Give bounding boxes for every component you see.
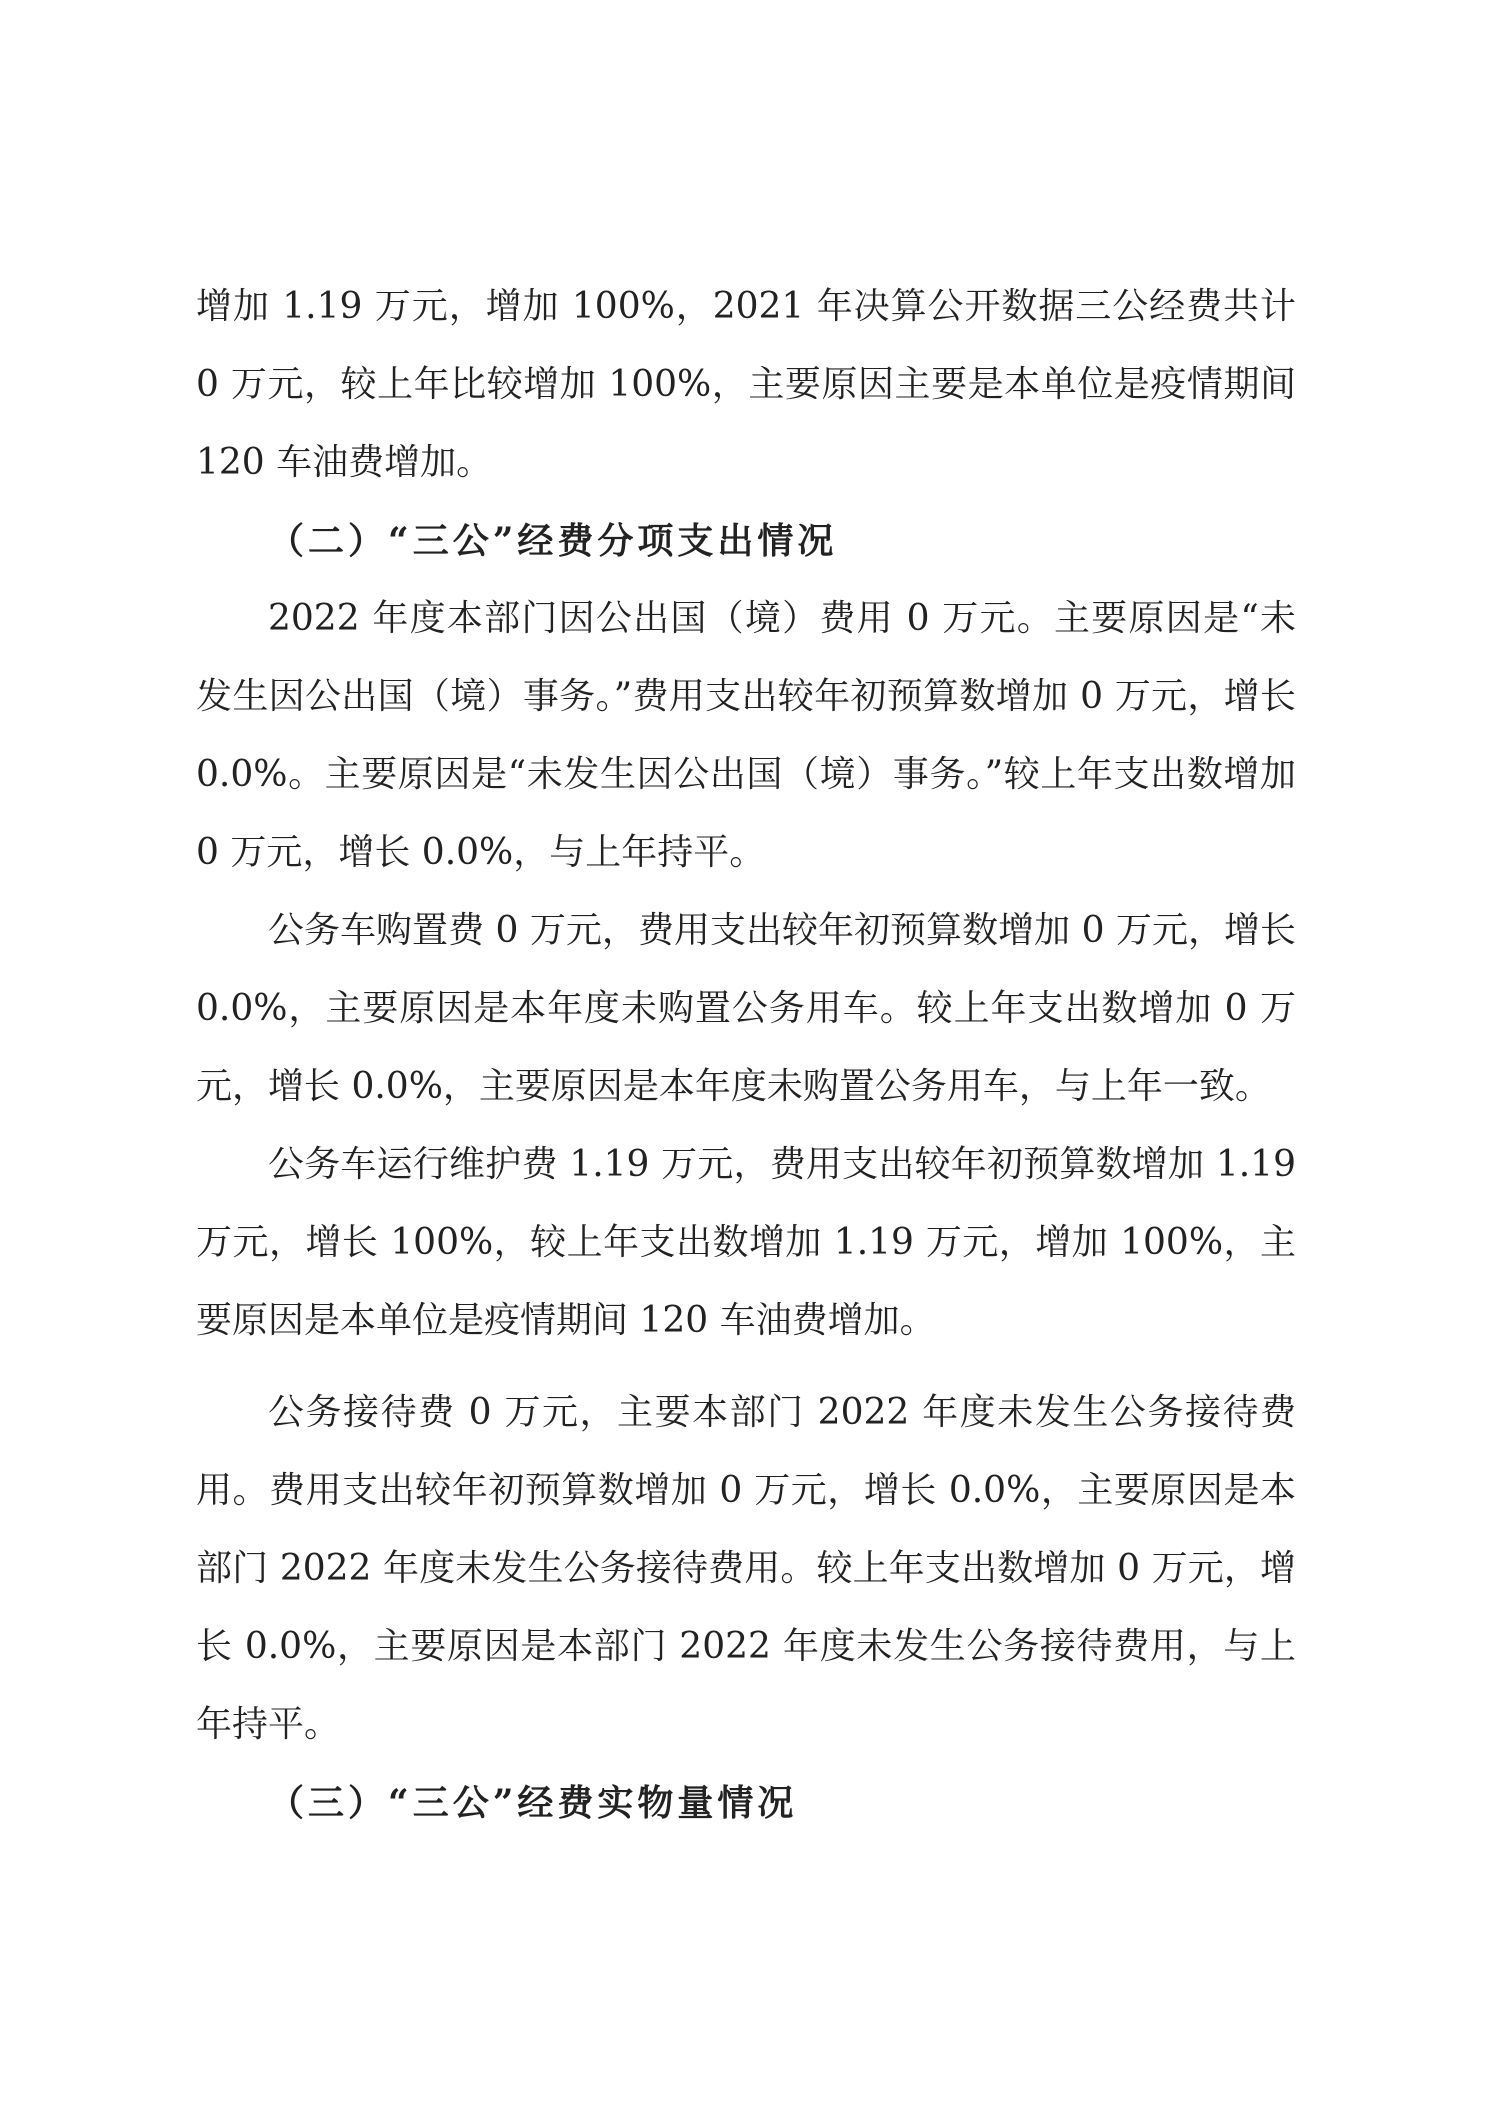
- paragraph-overseas-travel: 2022 年度本部门因公出国（境）费用 0 万元。主要原因是“未发生因公出国（境）事务。”费用支出较年初预算数增加 0 万元，增长 0.0%。主要原因是“未发生因公出国（境）事务。”较上年支出数增加 0 万元，增长 0.0%，与上年持平。: [196, 598, 1296, 873]
- document-body: [196, 268, 1296, 1842]
- paragraph-vehicle-maintenance: 公务车运行维护费 1.19 万元，费用支出较年初预算数增加 1.19 万元，增长 100%，较上年支出数增加 1.19 万元，增加 100%，主要原因是本单位是疫情期间 120 车油费增加。: [196, 1144, 1296, 1341]
- paragraph-reception: 公务接待费 0 万元，主要本部门 2022 年度未发生公务接待费用。费用支出较年初预算数增加 0 万元，增长 0.0%，主要原因是本部门 2022 年度未发生公务接待费用。较上年支出数增加 0 万元，增长 0.0%，主要原因是本部门 2022 年度未发生公务接待费用，与上年持平。: [196, 1392, 1296, 1745]
- paragraph-vehicle-purchase: 公务车购置费 0 万元，费用支出较年初预算数增加 0 万元，增长 0.0%，主要原因是本年度未购置公务用车。较上年支出数增加 0 万元，增长 0.0%，主要原因是本年度未购置公务用车，与上年一致。: [196, 910, 1296, 1107]
- section-heading-3: （三）“三公”经费实物量情况: [268, 1782, 798, 1824]
- paragraph-gap: [196, 1360, 1296, 1374]
- section-heading-2: （二）“三公”经费分项支出情况: [268, 520, 838, 562]
- paragraph-continuation: 增加 1.19 万元，增加 100%，2021 年决算公开数据三公经费共计 0 万元，较上年比较增加 100%，主要原因主要是本单位是疫情期间 120 车油费增加。: [196, 286, 1296, 483]
